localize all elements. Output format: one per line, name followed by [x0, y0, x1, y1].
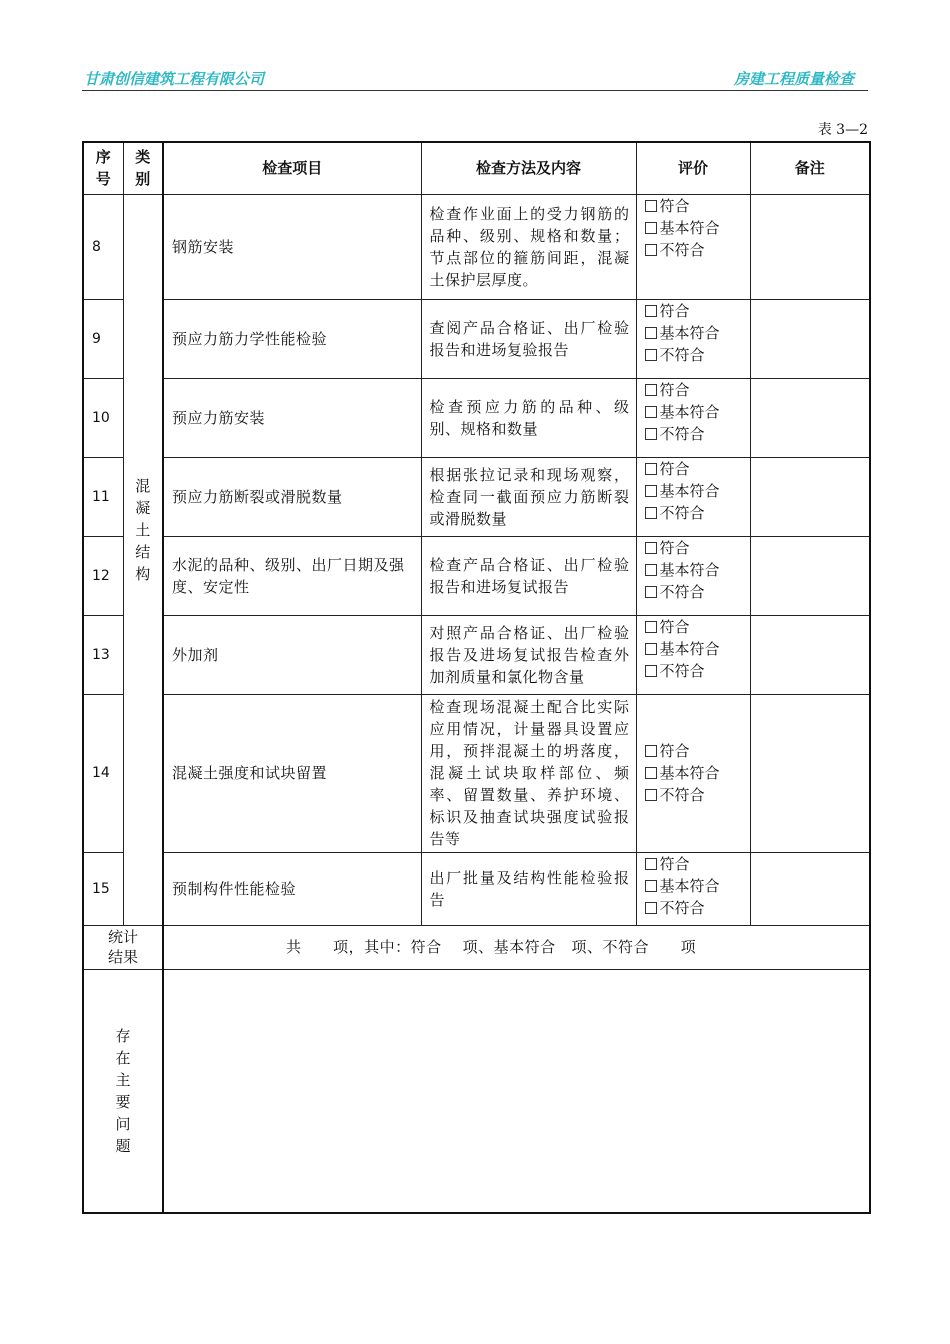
inspection-item: 预应力筋安装 [163, 378, 421, 457]
problems-content[interactable] [163, 969, 870, 1213]
evaluation-option-label: 符合 [659, 459, 690, 478]
remark-cell[interactable] [750, 194, 870, 299]
evaluation-option[interactable] [645, 537, 750, 559]
row-number: 11 [83, 457, 123, 536]
table-row [83, 194, 870, 299]
evaluation-option-label: 不符合 [659, 661, 705, 680]
evaluation-option-label: 基本符合 [659, 560, 720, 579]
checkbox-icon[interactable] [645, 349, 657, 361]
evaluation-option[interactable] [645, 660, 750, 682]
evaluation-option[interactable] [645, 502, 750, 524]
table-number: 表 3—2 [817, 122, 868, 138]
checkbox-icon[interactable] [645, 767, 657, 779]
category-cell [123, 194, 163, 925]
evaluation-cell [636, 615, 750, 694]
row-number: 10 [83, 378, 123, 457]
table-row [83, 694, 870, 852]
evaluation-option-label: 不符合 [659, 240, 705, 259]
evaluation-option-label: 基本符合 [659, 481, 720, 500]
checkbox-icon[interactable] [645, 665, 657, 677]
remark-cell[interactable] [750, 457, 870, 536]
checkbox-icon[interactable] [645, 200, 657, 212]
evaluation-option[interactable] [645, 853, 750, 875]
checkbox-icon[interactable] [645, 880, 657, 892]
remark-cell[interactable] [750, 852, 870, 925]
header-evaluation: 评价 [636, 142, 750, 194]
inspection-item: 水泥的品种、级别、出厂日期及强度、安定性 [163, 536, 421, 615]
checkbox-icon[interactable] [645, 327, 657, 339]
evaluation-option[interactable] [645, 762, 750, 784]
evaluation-option[interactable] [645, 300, 750, 322]
inspection-method: 对照产品合格证、出厂检验报告及进场复试报告检查外加剂质量和氯化物含量 [421, 615, 636, 694]
evaluation-option[interactable] [645, 322, 750, 344]
stats-row [83, 925, 870, 969]
header-item: 检查项目 [163, 142, 421, 194]
inspection-method: 查阅产品合格证、出厂检验报告和进场复验报告 [421, 299, 636, 378]
header-method: 检查方法及内容 [421, 142, 636, 194]
checkbox-icon[interactable] [645, 586, 657, 598]
stats-text: 共 项，其中：符合 项、基本符合 项、不符合 项 [163, 925, 870, 969]
table-row [83, 299, 870, 378]
checkbox-icon[interactable] [645, 305, 657, 317]
evaluation-cell [636, 378, 750, 457]
evaluation-option[interactable] [645, 581, 750, 603]
checkbox-icon[interactable] [645, 406, 657, 418]
evaluation-option-label: 基本符合 [659, 402, 720, 421]
checkbox-icon[interactable] [645, 745, 657, 757]
checkbox-icon[interactable] [645, 789, 657, 801]
evaluation-option[interactable] [645, 423, 750, 445]
evaluation-option[interactable] [645, 897, 750, 919]
checkbox-icon[interactable] [645, 428, 657, 440]
evaluation-option-label: 不符合 [659, 503, 705, 522]
inspection-method: 检查预应力筋的品种、级别、规格和数量 [421, 378, 636, 457]
inspection-item: 预制构件性能检验 [163, 852, 421, 925]
evaluation-cell [636, 299, 750, 378]
table-header-row [83, 142, 870, 194]
inspection-method: 根据张拉记录和现场观察，检查同一截面预应力筋断裂或滑脱数量 [421, 457, 636, 536]
row-number: 12 [83, 536, 123, 615]
checkbox-icon[interactable] [645, 222, 657, 234]
evaluation-option-label: 符合 [659, 854, 690, 873]
company-name: 甘肃创信建筑工程有限公司 [84, 70, 265, 88]
evaluation-option[interactable] [645, 480, 750, 502]
checkbox-icon[interactable] [645, 564, 657, 576]
table-row [83, 457, 870, 536]
row-number: 15 [83, 852, 123, 925]
evaluation-option-label: 基本符合 [659, 218, 720, 237]
remark-cell[interactable] [750, 536, 870, 615]
evaluation-option[interactable] [645, 638, 750, 660]
evaluation-cell [636, 536, 750, 615]
remark-cell[interactable] [750, 299, 870, 378]
row-number: 14 [83, 694, 123, 852]
page-header [82, 68, 868, 91]
inspection-item: 外加剂 [163, 615, 421, 694]
inspection-item: 混凝土强度和试块留置 [163, 694, 421, 852]
header-category: 类别 [123, 142, 163, 194]
evaluation-option-label: 基本符合 [659, 876, 720, 895]
inspection-method: 检查产品合格证、出厂检验报告和进场复试报告 [421, 536, 636, 615]
evaluation-option-label: 不符合 [659, 786, 705, 804]
inspection-method: 检查现场混凝土配合比实际应用情况，计量器具设置应用，预拌混凝土的坍落度，混凝土试块取样部位、频率、留置数量、养护环境、标识及抽查试块强度试验报告等 [421, 694, 636, 852]
evaluation-option-label: 符合 [659, 538, 690, 557]
row-number: 8 [83, 194, 123, 299]
evaluation-option-label: 符合 [659, 380, 690, 399]
remark-cell[interactable] [750, 378, 870, 457]
inspection-item: 钢筋安装 [163, 194, 421, 299]
evaluation-option[interactable] [645, 740, 750, 762]
table-row [83, 852, 870, 925]
evaluation-option[interactable] [645, 195, 750, 217]
evaluation-option[interactable] [645, 616, 750, 638]
problems-row [83, 969, 870, 1213]
evaluation-option-label: 基本符合 [659, 323, 720, 342]
evaluation-option[interactable] [645, 217, 750, 239]
table-row [83, 536, 870, 615]
evaluation-option-label: 符合 [659, 196, 690, 215]
stats-label: 统计结果 [83, 925, 163, 969]
checkbox-icon[interactable] [645, 463, 657, 475]
evaluation-option[interactable] [645, 784, 750, 806]
checkbox-icon[interactable] [645, 485, 657, 497]
evaluation-cell [636, 852, 750, 925]
evaluation-option-label: 不符合 [659, 582, 705, 601]
document-title: 房建工程质量检查 [733, 70, 854, 88]
evaluation-cell [636, 694, 750, 852]
evaluation-option-label: 不符合 [659, 424, 705, 443]
remark-cell[interactable] [750, 615, 870, 694]
remark-cell[interactable] [750, 694, 870, 852]
inspection-method: 检查作业面上的受力钢筋的品种、级别、规格和数量；节点部位的箍筋间距，混凝土保护层厚度。 [421, 194, 636, 299]
evaluation-cell [636, 457, 750, 536]
inspection-item: 预应力筋力学性能检验 [163, 299, 421, 378]
header-seq: 序号 [83, 142, 123, 194]
row-number: 9 [83, 299, 123, 378]
evaluation-option-label: 符合 [659, 617, 690, 636]
evaluation-option-label: 符合 [659, 742, 690, 760]
evaluation-option[interactable] [645, 875, 750, 897]
inspection-method: 出厂批量及结构性能检验报告 [421, 852, 636, 925]
evaluation-option[interactable] [645, 401, 750, 423]
checkbox-icon[interactable] [645, 858, 657, 870]
inspection-table [82, 141, 871, 1214]
checkbox-icon[interactable] [645, 384, 657, 396]
checkbox-icon[interactable] [645, 902, 657, 914]
checkbox-icon[interactable] [645, 621, 657, 633]
evaluation-option[interactable] [645, 559, 750, 581]
checkbox-icon[interactable] [645, 542, 657, 554]
checkbox-icon[interactable] [645, 507, 657, 519]
evaluation-option[interactable] [645, 458, 750, 480]
table-row [83, 378, 870, 457]
evaluation-option[interactable] [645, 379, 750, 401]
checkbox-icon[interactable] [645, 244, 657, 256]
problems-label: 存在主要问题 [83, 969, 163, 1213]
evaluation-option-label: 不符合 [659, 345, 705, 364]
evaluation-option-label: 符合 [659, 301, 690, 320]
evaluation-cell [636, 194, 750, 299]
header-remark: 备注 [750, 142, 870, 194]
evaluation-option-label: 基本符合 [659, 639, 720, 658]
evaluation-option[interactable] [645, 344, 750, 366]
inspection-item: 预应力筋断裂或滑脱数量 [163, 457, 421, 536]
table-row [83, 615, 870, 694]
checkbox-icon[interactable] [645, 643, 657, 655]
category-label: 混凝土结构 [135, 476, 151, 583]
row-number: 13 [83, 615, 123, 694]
evaluation-option-label: 不符合 [659, 898, 705, 917]
evaluation-option-label: 基本符合 [659, 764, 720, 782]
evaluation-option[interactable] [645, 239, 750, 261]
